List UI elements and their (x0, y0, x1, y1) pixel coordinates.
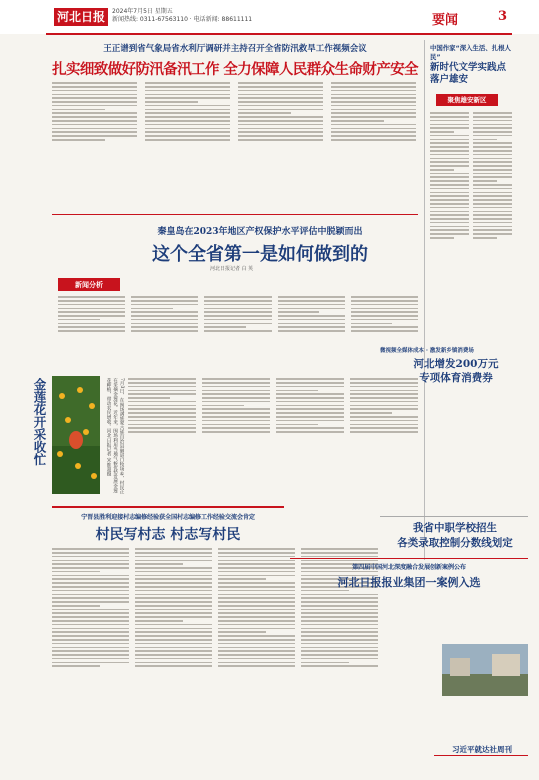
masthead-rule (46, 33, 512, 35)
qinhuangdao-headline-1: 秦皇岛在2023年地区产权保护水平评估中脱颖而出 (157, 227, 363, 237)
consumption-headline-2: 专项体育消费券 (419, 372, 493, 384)
column-divider (424, 40, 425, 560)
xi-column-title: 习近平就达社周刊 (452, 745, 512, 754)
export-headline: 河北日报报业集团一案例入选 (337, 576, 481, 589)
qinhuangdao-body (58, 294, 418, 372)
issue-date: 2024年7月5日 星期五 (112, 8, 173, 15)
lotus-caption: 7月3日，在围场满族蒙古族自治县御道口牧场乡，村民正在采摘金莲花。近年来，围场利用当地气候优势发展金莲花种植，带动农民增收。河北日报记者 宋维超摄 (106, 378, 124, 495)
elderly-rule (380, 516, 528, 517)
writers-headline: 新时代文学实践点落户雄安 (430, 62, 507, 85)
writers-body (430, 110, 512, 342)
section-rule (52, 214, 418, 215)
consumption-kicker: 微视频全媒体成本 · 激发新乡镇消费场 (380, 348, 474, 354)
village-rule (52, 506, 284, 508)
elderly-headline-1: 我省中职学校招生 (413, 522, 497, 534)
writers-kicker: 中国作家“深入生活、扎根人民” (430, 44, 511, 61)
lotus-vertical-title: 金莲花开采收忙 (32, 378, 47, 466)
street-scene-image (442, 644, 528, 696)
xi-column-rule (434, 755, 528, 756)
village-headline: 村民写村志 村志写村民 (95, 527, 241, 543)
lead-headline: 扎实细致做好防汛备汛工作 全力保障人民群众生命财产安全 (52, 61, 418, 78)
village-kicker: 宁晋县胜利迎接村志编修经验获全国村志编修工作经验交流会肯定 (81, 514, 255, 521)
elderly-headline-2: 各类录取控制分数线划定 (397, 537, 513, 549)
section-title: 要闻 (432, 13, 459, 28)
lotus-harvest-photo (52, 376, 100, 494)
lead-kicker: 王正谱到省气象局省水利厅调研并主持召开全省防汛救旱工作视频会议 (103, 44, 367, 54)
right-bottom-photo (442, 644, 528, 696)
contact-line: 新闻热线: 0311-67563110 · 电话新闻: 88611111 (112, 16, 253, 23)
export-kicker: 第四届中国河北深度融合发展创新案例公布 (352, 564, 466, 571)
qinhuangdao-headline-2: 这个全省第一是如何做到的 (152, 244, 368, 265)
consumption-headline-1: 河北增发200万元 (413, 358, 499, 370)
masthead-info (112, 8, 252, 24)
lead-body (52, 80, 416, 206)
masthead (0, 0, 539, 34)
lotus-harvest-image (52, 376, 100, 494)
qinhuangdao-byline: 河北日报记者 白 英 (210, 266, 254, 272)
middle-body (128, 376, 418, 496)
news-analysis-tag: 新闻分析 (58, 278, 120, 291)
page-number: 3 (498, 9, 508, 24)
newspaper-logo: 河北日报 (54, 8, 108, 26)
xiongan-tag: 聚焦雄安新区 (436, 94, 498, 106)
export-rule (290, 558, 528, 559)
